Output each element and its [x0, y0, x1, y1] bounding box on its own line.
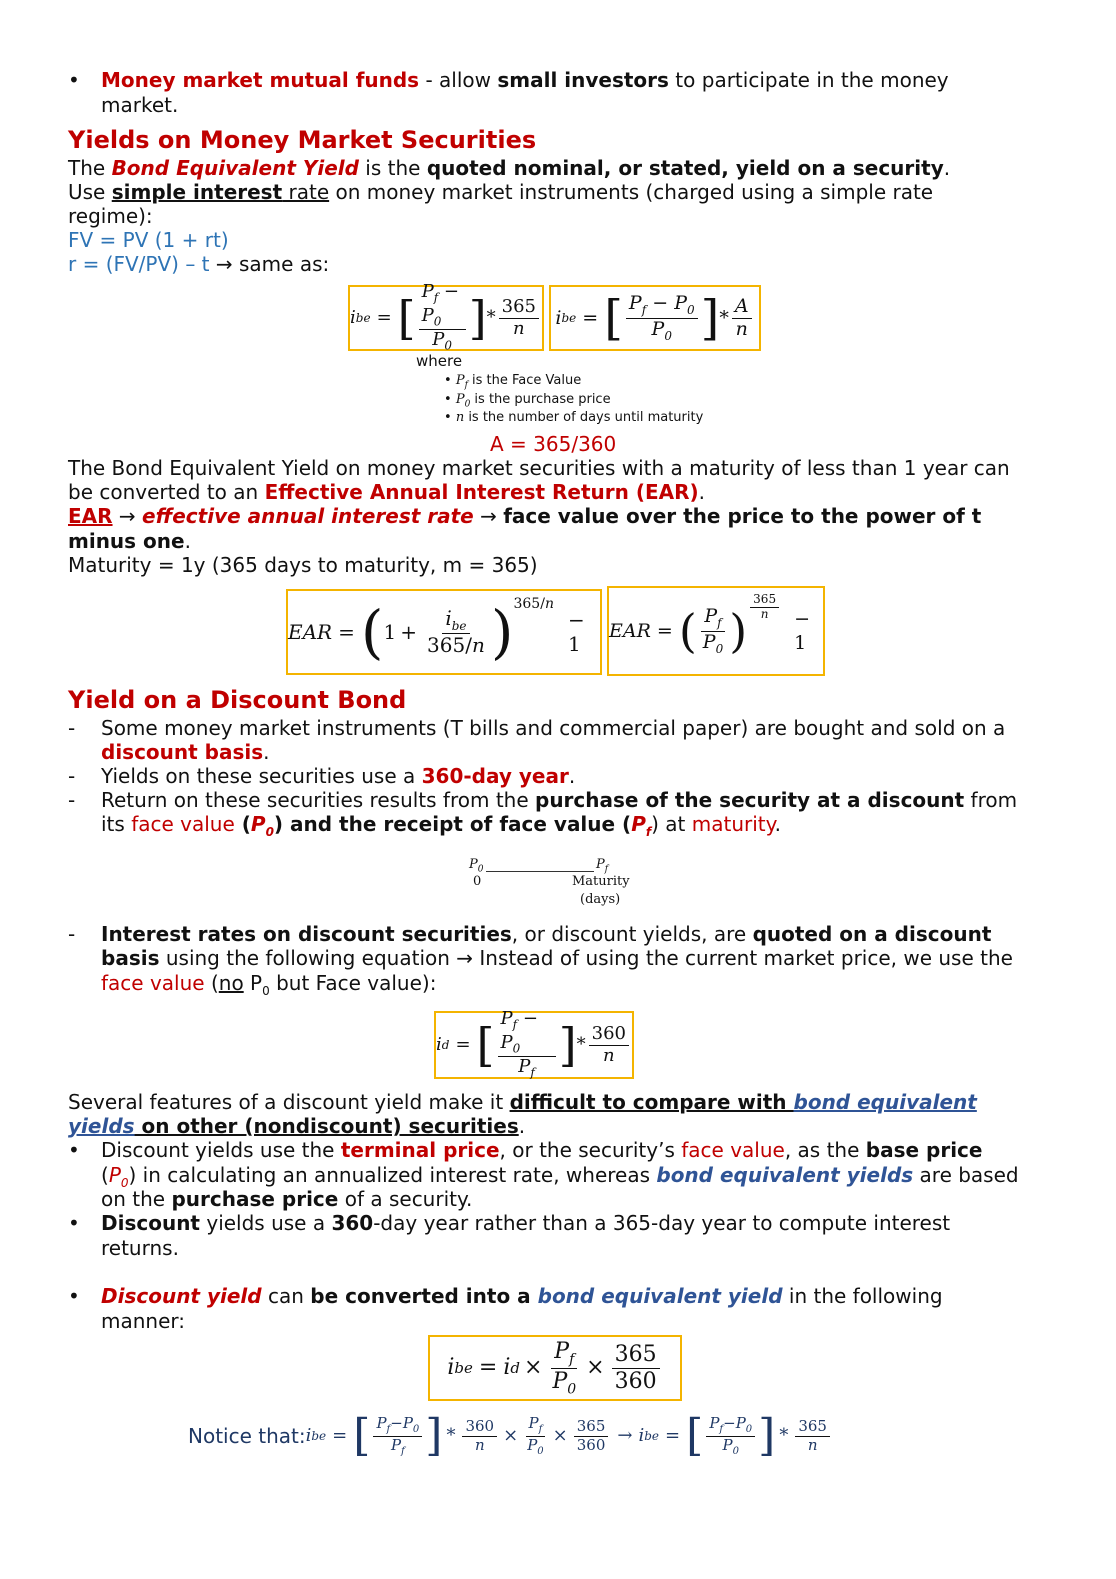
text: be converted into a	[310, 1284, 538, 1308]
num: 365	[612, 1342, 660, 1368]
text: its	[101, 812, 132, 836]
eq: =	[332, 1425, 348, 1446]
num: 360	[589, 1024, 629, 1046]
times: *	[576, 1034, 586, 1055]
slash: /	[465, 633, 472, 658]
discount-line-2	[101, 740, 1051, 764]
p: P	[500, 1008, 513, 1030]
text: quoted on a discount	[752, 922, 992, 946]
sub: f	[538, 1424, 543, 1435]
mmmf-term: Money market mutual funds	[101, 68, 420, 92]
minus: −	[652, 291, 669, 314]
text: Interest rates on discount securities	[101, 922, 512, 946]
text: .	[263, 740, 270, 764]
text: Discount yields use the	[101, 1138, 341, 1162]
sub: 0	[686, 302, 695, 317]
num: 365	[750, 593, 779, 608]
bracket-term	[398, 282, 487, 353]
discount-line-1: Some money market instruments (T bills and commercial paper) are bought and sold on a	[101, 716, 1006, 740]
convert-bullet-line-2: manner:	[101, 1309, 186, 1333]
text: maturity	[691, 812, 775, 836]
discount-yield-formula-box	[434, 1008, 634, 1080]
notice-label: Notice that:	[188, 1424, 306, 1448]
num: 360	[462, 1418, 497, 1436]
p: P	[709, 1414, 720, 1432]
eq: =	[376, 307, 392, 328]
text: basis	[101, 946, 160, 970]
sub: 0	[715, 641, 724, 656]
frac	[549, 1339, 579, 1397]
text: ) and the	[273, 812, 384, 836]
sub: 0	[265, 825, 274, 839]
sub: f	[719, 1424, 724, 1435]
ear-abbrev: EAR	[68, 504, 113, 528]
den: n	[807, 1435, 818, 1454]
one: 1	[383, 620, 397, 644]
p: P	[527, 1435, 538, 1454]
convert-bullet-line-1	[101, 1284, 1051, 1308]
sub: be	[561, 311, 577, 325]
bracket-right: ]	[468, 291, 487, 345]
p: P	[735, 1414, 746, 1432]
text: , as the	[784, 1138, 866, 1162]
bullet-dot: •	[68, 1284, 80, 1308]
legend-purchase-price: • $P_0$ is the purchase price	[444, 392, 611, 410]
p: P	[704, 604, 718, 627]
frac	[524, 1415, 546, 1457]
eq: =	[478, 1355, 498, 1380]
legend-face-value: • $P_f$ is the Face Value	[444, 373, 582, 391]
intro-line-1	[101, 68, 1051, 92]
sub: 0	[262, 984, 270, 998]
bracket-left: [	[476, 1018, 495, 1072]
n: n	[471, 633, 485, 658]
sub: 0	[477, 864, 484, 875]
frac	[373, 1415, 422, 1457]
text: , or the security’s	[499, 1138, 682, 1162]
sub: be	[355, 311, 371, 325]
sub: f	[717, 615, 722, 630]
frac	[700, 606, 726, 656]
text: .	[943, 156, 951, 180]
den: n	[513, 317, 525, 339]
i: i	[305, 1425, 312, 1446]
text: is the	[358, 156, 427, 180]
den: n	[760, 606, 769, 621]
text: be converted to an	[68, 480, 265, 504]
text: are based	[913, 1163, 1019, 1187]
den: n	[603, 1044, 615, 1066]
eq: =	[455, 1034, 471, 1055]
text: -day year rather than a 365-day year to compute interest	[373, 1211, 951, 1235]
p: P	[469, 857, 478, 872]
minus: −	[443, 281, 460, 303]
sub: 0	[120, 1176, 129, 1190]
i: i	[638, 1425, 645, 1446]
discount-rate-line-3	[101, 971, 1051, 1003]
compare-line-2	[68, 1114, 1053, 1138]
bullet-dot: •	[68, 1138, 80, 1162]
paren-left: (	[360, 598, 384, 666]
minus: −	[522, 1008, 538, 1030]
compare-bullet-1-line-3	[101, 1187, 1051, 1211]
frac	[462, 1418, 497, 1454]
text: purchase price	[171, 1187, 339, 1211]
text: .	[774, 812, 781, 836]
p: P	[628, 291, 642, 314]
sub: 0	[732, 1445, 739, 1457]
text: to participate in the money	[668, 68, 949, 92]
convert-line-2	[68, 480, 1053, 504]
timeline-days: (days)	[580, 892, 621, 907]
num: 365	[795, 1418, 830, 1436]
frac	[626, 293, 698, 343]
ear-formula-box-1	[286, 589, 602, 675]
n: n	[544, 596, 554, 612]
text: 360	[331, 1211, 374, 1235]
frac	[424, 607, 488, 658]
text: .	[518, 1114, 526, 1138]
360-day-term: 360-day year	[421, 764, 569, 788]
times: ×	[586, 1355, 605, 1380]
text: Several features of a discount yield make it	[68, 1090, 510, 1114]
where-label: where	[416, 352, 463, 370]
text: minus one	[68, 529, 185, 553]
simple-interest-line	[68, 180, 1053, 204]
p0: P	[250, 812, 266, 836]
p: P	[674, 291, 687, 314]
bracket-right: ]	[425, 1410, 443, 1461]
text: .	[698, 480, 706, 504]
text: The	[68, 156, 112, 180]
notice-line	[188, 1408, 833, 1464]
sub: d	[510, 1359, 520, 1377]
bullet-dot: •	[68, 68, 80, 92]
eq: =	[338, 620, 355, 644]
minus: −	[723, 1414, 736, 1432]
i-symbol: i	[350, 307, 356, 328]
bey-term: Bond Equivalent Yield	[111, 156, 359, 180]
face-value: face value	[681, 1138, 785, 1162]
frac	[498, 1009, 556, 1080]
sub: 0	[664, 328, 672, 343]
text: , or discount yields, are	[511, 922, 753, 946]
ear: EAR	[609, 620, 651, 642]
text: Return on these securities results from the	[101, 788, 535, 812]
text: quoted nominal, or stated, yield on a security	[426, 156, 944, 180]
num: A	[732, 296, 752, 319]
bey-term: bond equivalent yields	[656, 1163, 914, 1187]
arrow: →	[473, 504, 504, 528]
paren-right: )	[729, 604, 748, 658]
den: 360	[614, 1368, 657, 1394]
text: (	[234, 812, 251, 836]
i: i	[445, 605, 452, 630]
i: i	[447, 1355, 455, 1380]
text: on the	[101, 1187, 172, 1211]
bracket-right: ]	[700, 290, 720, 346]
compare-line-1	[68, 1090, 1053, 1114]
text: (	[204, 971, 219, 995]
exponent-frac	[750, 593, 779, 622]
bey-formula-box-2	[549, 285, 761, 351]
p: P	[518, 1056, 531, 1078]
bracket-left: [	[604, 290, 623, 346]
times: *	[486, 307, 496, 328]
fv-formula: FV = PV (1 + rt)	[68, 228, 229, 252]
sub: 0	[433, 314, 442, 329]
slash: /	[540, 596, 545, 612]
num: 365	[513, 596, 541, 612]
bracket-left: [	[397, 291, 416, 345]
p: P	[455, 392, 465, 407]
times: *	[719, 307, 729, 329]
p: P	[500, 1031, 513, 1053]
text: on other (nondiscount) securities	[134, 1114, 519, 1138]
text: Use	[68, 180, 112, 204]
bracket-right: ]	[558, 1018, 577, 1072]
discount-yield-term: Discount yield	[101, 1284, 262, 1308]
text: effective annual interest rate	[142, 504, 474, 528]
text: receipt of face value	[383, 812, 616, 836]
times: *	[446, 1425, 456, 1446]
text: rate	[282, 180, 330, 204]
text: face value over the price to the power of t	[503, 504, 982, 528]
n: n	[455, 410, 465, 425]
intro-line-2: market.	[101, 93, 179, 117]
times: *	[779, 1425, 789, 1446]
arrow: →	[617, 1425, 633, 1446]
bey-term: bond equivalent	[793, 1090, 977, 1114]
text: - allow	[419, 68, 498, 92]
sub: f	[530, 1065, 535, 1080]
terminal-price: terminal price	[340, 1138, 500, 1162]
ear-formula-box-2	[607, 586, 825, 676]
text: of a security.	[338, 1187, 473, 1211]
regime-line: regime):	[68, 204, 153, 228]
eq: =	[665, 1425, 681, 1446]
text: face value	[101, 971, 205, 995]
num: 365	[499, 297, 539, 319]
den: n	[474, 1435, 485, 1454]
dash: -	[68, 922, 76, 946]
base-price: base price	[865, 1138, 983, 1162]
text: (	[615, 812, 632, 836]
plus: +	[400, 620, 418, 644]
text: difficult to compare with	[509, 1090, 794, 1114]
p: P	[421, 304, 434, 326]
text: on money market instruments (charged using a simple rate	[329, 180, 934, 204]
frac	[706, 1415, 755, 1457]
times: ×	[552, 1425, 568, 1446]
bey-term: bond equivalent yield	[537, 1284, 783, 1308]
p: P	[596, 857, 605, 872]
conversion-formula-box	[428, 1335, 682, 1401]
p: P	[390, 1435, 402, 1454]
text: r = (FV/PV) – t	[68, 252, 210, 276]
ear-def-line-2	[68, 529, 1053, 553]
minus-one: − 1	[794, 608, 810, 654]
minus-one: − 1	[567, 608, 585, 656]
sub: f	[401, 1445, 405, 1457]
frac	[732, 296, 752, 341]
i-symbol: i	[555, 307, 562, 329]
den: 360	[576, 1435, 606, 1454]
times: ×	[524, 1355, 543, 1380]
text: using the following equation → Instead of using the current market price, we use the	[159, 946, 1013, 970]
p: P	[528, 1414, 539, 1432]
timeline-maturity: Maturity	[572, 874, 630, 889]
sub: 0	[537, 1445, 544, 1457]
r-formula	[68, 252, 1053, 276]
den: n	[735, 317, 748, 340]
ear-def-line-1	[68, 504, 1053, 528]
frac	[589, 1024, 629, 1066]
a-definition: A = 365/360	[490, 432, 617, 456]
dash: -	[68, 716, 76, 740]
discount-rate-line-1	[101, 922, 1051, 946]
p: P	[455, 373, 465, 388]
sub: 0	[464, 399, 471, 410]
sub: f	[569, 1351, 575, 1368]
bracket-left: [	[353, 1410, 371, 1461]
pf: P	[631, 812, 646, 836]
minus: −	[390, 1414, 403, 1432]
text: yields use a	[200, 1211, 332, 1235]
bey-line	[68, 156, 1053, 180]
sub: f	[604, 864, 609, 875]
p: P	[432, 329, 445, 351]
text: ) at	[651, 812, 692, 836]
text: P	[243, 971, 263, 995]
sub: be	[644, 1429, 660, 1443]
text: ) in calculating an annualized interest rate, whereas	[128, 1163, 657, 1187]
sub: f	[645, 825, 652, 839]
compare-bullet-1-line-1	[101, 1138, 1051, 1162]
simple-interest-term: simple interest	[111, 180, 283, 204]
sub: f	[641, 302, 647, 317]
frac	[574, 1418, 609, 1454]
sub: 0	[412, 1424, 420, 1435]
sub: be	[454, 1359, 473, 1377]
eq: =	[582, 307, 599, 329]
sub: f	[464, 380, 468, 391]
text: .	[568, 764, 576, 788]
bracket-left: [	[686, 1410, 704, 1461]
small-investors: small investors	[497, 68, 669, 92]
sub: f	[386, 1424, 391, 1435]
heading-discount-bond: Yield on a Discount Bond	[68, 686, 407, 714]
p: P	[376, 1414, 387, 1432]
eq: =	[656, 620, 673, 642]
discount-line-5	[101, 812, 1051, 844]
p0: P	[108, 1163, 121, 1187]
frac	[612, 1342, 660, 1394]
sub: be	[451, 618, 467, 633]
ear-term: Effective Annual Interest Return (EAR)	[264, 480, 699, 504]
compare-bullet-2-line-2: returns.	[101, 1236, 179, 1260]
legend-days: • n is the number of days until maturity	[444, 410, 704, 425]
text: in the following	[782, 1284, 943, 1308]
sub: f	[433, 291, 439, 306]
text: from	[964, 788, 1018, 812]
discount-line-4	[101, 788, 1051, 812]
frac	[419, 282, 466, 353]
text: yields	[68, 1114, 135, 1138]
sub: d	[441, 1038, 450, 1052]
bey-formula-box-1	[348, 281, 544, 353]
text: Discount	[101, 1211, 200, 1235]
text: no	[218, 971, 244, 995]
sub: 0	[444, 338, 453, 353]
dash: -	[68, 764, 76, 788]
text: is the purchase price	[470, 392, 611, 407]
p: P	[702, 630, 716, 653]
text: can	[261, 1284, 311, 1308]
sub: 0	[745, 1424, 753, 1435]
discount-line-3	[101, 764, 1051, 788]
sub: 0	[567, 1380, 577, 1397]
bracket-term	[604, 290, 720, 346]
discount-rate-line-2	[101, 946, 1051, 970]
i: i	[503, 1355, 511, 1380]
text: is the number of days until maturity	[464, 410, 704, 425]
bracket-right: ]	[758, 1410, 776, 1461]
p: P	[421, 281, 434, 303]
bullet-dot: •	[68, 1211, 80, 1235]
bracket-term	[477, 1009, 577, 1080]
num: 365	[574, 1418, 609, 1436]
text: .	[184, 529, 191, 553]
p: P	[552, 1368, 568, 1394]
paren-right: )	[490, 598, 514, 666]
notice-formula	[305, 1410, 833, 1461]
text: → same as:	[209, 252, 330, 276]
p: P	[722, 1435, 733, 1454]
num: 365	[427, 633, 466, 658]
text: purchase of the security at a discount	[535, 788, 965, 812]
timeline-line	[486, 871, 594, 872]
text: but Face value):	[269, 971, 437, 995]
ear: EAR	[288, 620, 333, 644]
sub: f	[512, 1018, 518, 1033]
text: face value	[131, 812, 235, 836]
text: (	[101, 1163, 109, 1187]
i: i	[436, 1034, 442, 1055]
heading-yields: Yields on Money Market Securities	[68, 126, 537, 154]
arrow: →	[112, 504, 143, 528]
discount-basis-term: discount basis	[101, 740, 264, 764]
text: Yields on these securities use a	[101, 764, 422, 788]
frac	[499, 297, 539, 339]
convert-line-1: The Bond Equivalent Yield on money market securities with a maturity of less than 1 year can	[68, 456, 1010, 480]
p: P	[402, 1414, 413, 1432]
sub: 0	[512, 1041, 521, 1056]
frac	[795, 1418, 830, 1454]
compare-bullet-2-line-1	[101, 1211, 1051, 1235]
text: is the Face Value	[467, 373, 582, 388]
p: P	[651, 317, 665, 340]
dash: -	[68, 788, 76, 812]
exponent	[513, 592, 553, 616]
sub: be	[311, 1429, 327, 1443]
times: ×	[503, 1425, 519, 1446]
timeline-zero: 0	[473, 874, 482, 889]
p: P	[554, 1339, 570, 1365]
paren-left: (	[678, 604, 697, 658]
maturity-line: Maturity = 1y (365 days to maturity, m = 365)	[68, 553, 538, 577]
